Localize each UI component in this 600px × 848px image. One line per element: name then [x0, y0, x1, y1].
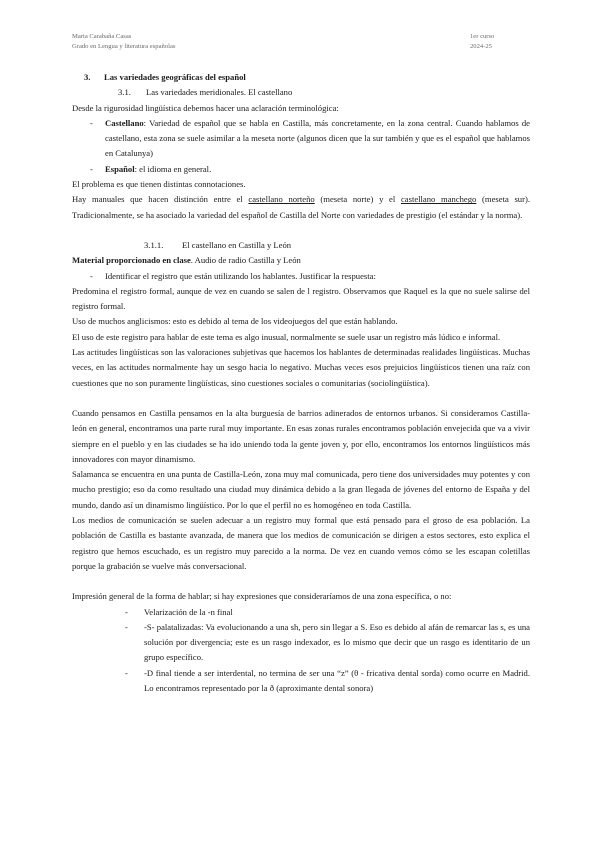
section-title: Las variedades geográficas del español [104, 72, 246, 82]
spacer [72, 574, 530, 589]
material-label: Material proporcionado en clase [72, 255, 191, 266]
section-heading [72, 70, 530, 85]
body-paragraph: Cuando pensamos en Castilla pensamos en la alta burguesía de barrios adinerados de entornos urbanos. Si consideramos Castilla-león en general, encontramos una parte rural muy importante. En esas zonas rurales encontramos población envejecida que va a vivir siempre en el pueblo y en las ciudades se ha ido uniendo toda la gente joven y, por ello, encontramos los entornos lingüísticos más innovadores con mayor dinamismo. [72, 407, 530, 464]
subsection-title: Las variedades meridionales. El castellano [146, 87, 293, 98]
term-castellano-norteno: castellano norteño [248, 194, 315, 205]
feature-item: - -S- palatalizadas: Va evolucionando a una sh, pero sin llegar a S. Eso es debido al afán de remarcar las s, es una solución por divergencia; este es un rasgo indexador, es lo mismo que decir que un rasgo es identitario de un grupo específico. [72, 620, 530, 666]
definition-text: : el idioma en general. [134, 163, 212, 174]
problem-paragraph: El problema es que tienen distintas connotaciones. [72, 179, 246, 190]
task-item: - Identificar el registro que están utilizando los hablantes. Justificar la respuesta: [72, 269, 530, 284]
body-paragraph: El uso de este registro para hablar de este tema es algo inusual, normalmente se suele usar un registro más lúdico e informal. [72, 331, 501, 342]
definition-term: Español [105, 163, 135, 174]
manuals-text-a: Hay manuales que hacen distinción entre el [72, 194, 249, 205]
manuals-text-b: (meseta norte) y el [314, 194, 401, 205]
author-name: Marta Carabaña Casas [72, 33, 132, 40]
features-list [72, 605, 530, 697]
body-paragraph: Uso de muchos anglicismos: esto es debido al tema de los videojuegos del que están hablando. [72, 316, 398, 327]
spacer [72, 223, 530, 238]
subsubsection-number: 3.1.1. [144, 239, 164, 250]
spacer [72, 391, 530, 406]
body-paragraph: Predomina el registro formal, aunque de vez en cuando se salen de l registro. Observamos que Raquel es la que no suele salirse del registro formal. [72, 285, 530, 312]
task-list [72, 269, 530, 284]
feature-item: - Velarización de la -n final [72, 605, 530, 620]
material-text: . Audio de radio Castilla y León [190, 255, 301, 266]
term-castellano-manchego: castellano manchego [400, 194, 477, 205]
header-right [470, 32, 494, 52]
definition-espanol [72, 162, 530, 177]
body-paragraph: Los medios de comunicación se suelen adecuar a un registro muy formal que está pensado para el groso de esa población. La población de Castilla es bastante avanzada, de manera que los medios de comunicación se dirigen a estos sectores, esto explica el registro que hemos escuchado, es un registro muy parecido a la norma. De vez en cuando vemos cómo se les escapan coletillas porque la grabación se vuelve más conversacional. [72, 515, 530, 571]
manuals-text-c: (meseta sur). Tradicionalmente, se ha asociado la variedad del español de Castilla del Norte con variedades de prestigio (el estándar y la norma). [72, 194, 530, 220]
definition-castellano [72, 116, 530, 162]
definition-list [72, 116, 530, 177]
header-left [72, 32, 175, 52]
degree-name: Grado en Lengua y literatura españolas [72, 43, 176, 50]
impression-paragraph: Impresión general de la forma de hablar; si hay expresiones que consideraríamos de una zona específica, o no: [72, 591, 452, 602]
body-paragraph: Salamanca se encuentra en una punta de Castilla-León, zona muy mal comunicada, pero tiene dos universidades muy potentes y con mucho prestigio; eso da como resultado una ciudad muy dinámica debido a la gran llegada de jóvenes del entorno de España y del mundo, dando así un dinamismo lingüístico. Por lo que el perfil no es homogéneo en toda Castilla. [72, 469, 530, 510]
document-body [72, 70, 530, 696]
term-label: 1er curso [470, 33, 495, 40]
body-paragraph: Las actitudes lingüísticas son las valoraciones subjetivas que hacemos los hablantes de determinadas realidades lingüísticas. Muchas veces, en las actitudes normalmente hay un sesgo hacia lo negativo. Muchas veces esos prejuicios lingüísticos tienen una raíz con cuestiones que no son puramente lingüísticas, sino cuestiones sociales o comunitarias (sociolingüística). [72, 347, 530, 388]
subsection-number: 3.1. [118, 87, 131, 98]
definition-text: : Variedad de español que se habla en Castilla, más concretamente, en la zona central. Cuando hablamos de castellano, esta zona se suele asimilar a la meseta norte (algunos dicen que la sur también y que es el español que hablamos en Catalunya) [105, 117, 530, 159]
year-label: 2024-25 [470, 43, 492, 50]
section-number: 3. [84, 72, 91, 82]
material-paragraph [72, 253, 530, 268]
subsection-heading [72, 85, 530, 100]
feature-item: - -D final tiende a ser interdental, no termina de ser una “z” (θ - fricativa dental sorda) como ocurre en Madrid. Lo encontramos representado por la ð (aproximante dental sonora) [72, 666, 530, 697]
definition-term: Castellano [105, 117, 144, 128]
manuals-paragraph [72, 192, 530, 223]
intro-paragraph: Desde la rigurosidad lingüística debemos hacer una aclaración terminológica: [72, 102, 339, 113]
subsubsection-heading [72, 238, 530, 253]
subsubsection-title: El castellano en Castilla y León [182, 239, 292, 250]
